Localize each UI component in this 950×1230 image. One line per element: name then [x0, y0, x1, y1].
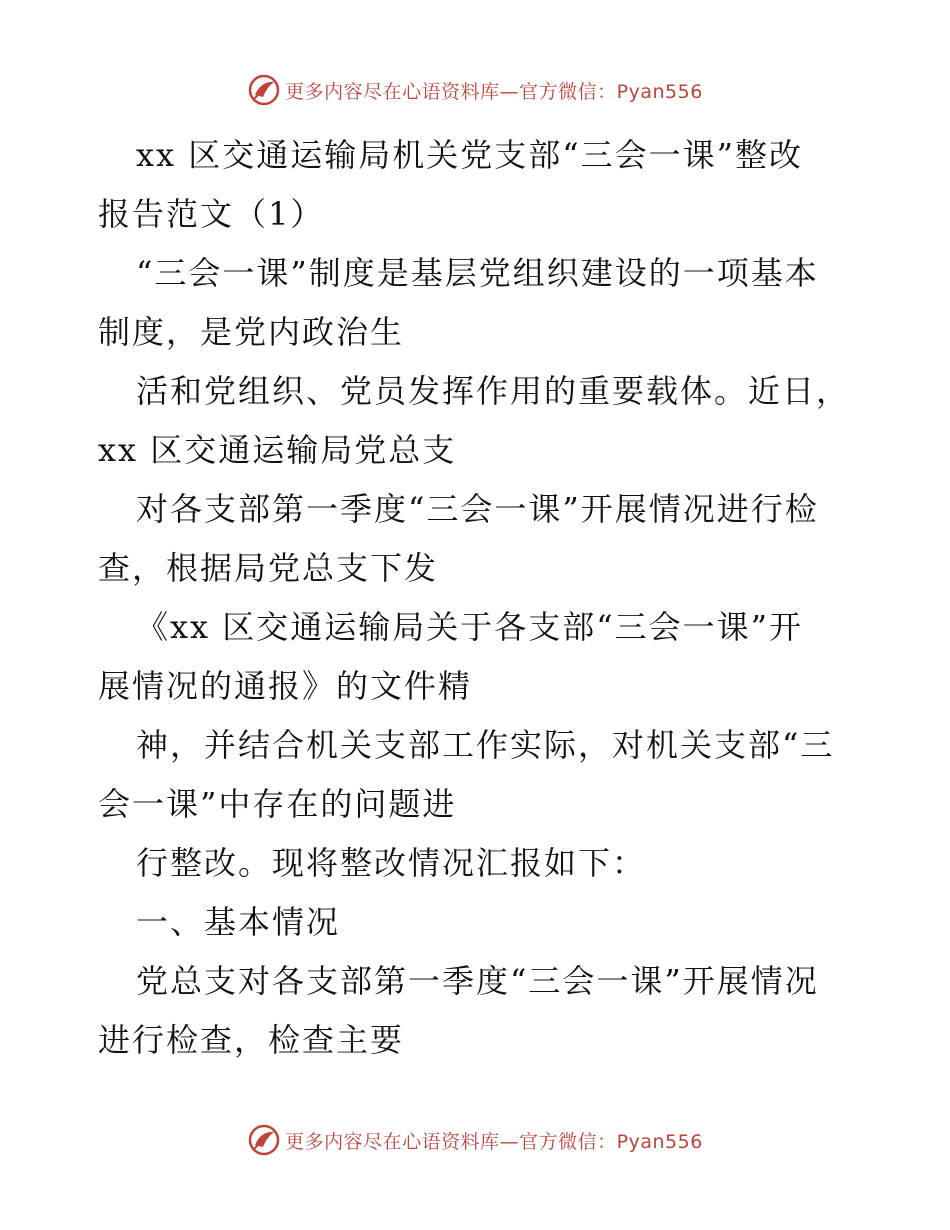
text-line: 党总支对各支部第一季度“三会一课”开展情况: [136, 962, 819, 1000]
text-line: 制度，是党内政治生: [98, 313, 405, 351]
text-line: 一、基本情况: [136, 903, 341, 941]
document-body: [98, 126, 858, 1070]
pen-seal-icon: [247, 73, 281, 107]
text-line: “三会一课”制度是基层党组织建设的一项基本: [136, 254, 819, 292]
footer-watermark: [0, 1122, 950, 1158]
text-line: 查，根据局党总支下发: [98, 549, 439, 587]
text-line: 进行检查，检查主要: [98, 1021, 405, 1059]
text-line: 会一课”中存在的问题进: [98, 785, 457, 823]
text-line: 神，并结合机关支部工作实际，对机关支部“三: [136, 726, 835, 764]
text-line: 《xx 区交通运输局关于各支部“三会一课”开: [136, 608, 803, 646]
text-line: 展情况的通报》的文件精: [98, 667, 473, 705]
text-line: xx 区交通运输局机关党支部“三会一课”整改: [136, 136, 803, 174]
watermark-text: 更多内容尽在心语资料库—官方微信：Pyan556: [285, 1130, 703, 1153]
text-line: 行整改。现将整改情况汇报如下：: [136, 844, 647, 882]
text-line: xx 区交通运输局党总支: [98, 431, 457, 469]
header-watermark: [0, 72, 950, 108]
text-line: 对各支部第一季度“三会一课”开展情况进行检: [136, 490, 819, 528]
pen-seal-icon: [247, 1123, 281, 1157]
text-line: 活和党组织、党员发挥作用的重要载体。近日，: [136, 372, 851, 410]
watermark-text: 更多内容尽在心语资料库—官方微信：Pyan556: [285, 80, 703, 103]
text-line: 报告范文（1）: [98, 195, 325, 233]
